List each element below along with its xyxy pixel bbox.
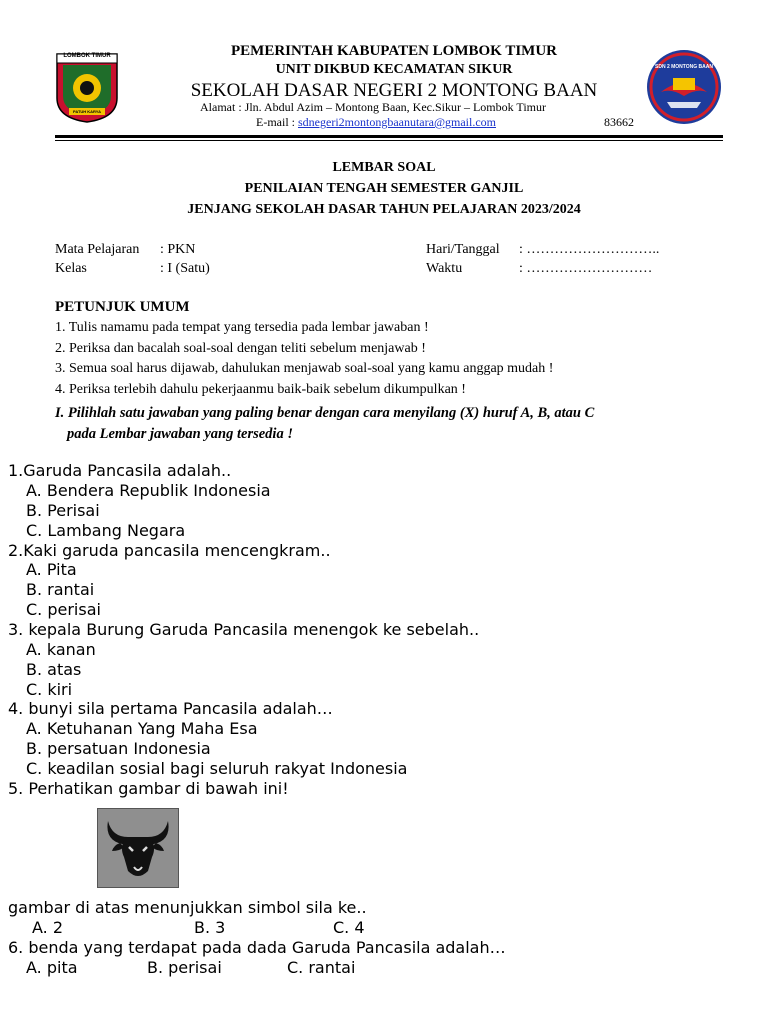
question-5-option-c: C. 4	[333, 918, 365, 937]
bull-head-image	[97, 808, 179, 888]
right-logo-text: SDN 2 MONTONG BAAN	[655, 64, 713, 70]
question-5: 5. Perhatikan gambar di bawah ini!	[8, 779, 289, 798]
header-unit: UNIT DIKBUD KECAMATAN SIKUR	[275, 62, 513, 77]
question-4-option-a: A. Ketuhanan Yang Maha Esa	[26, 719, 258, 738]
section-instruction-line2: pada Lembar jawaban yang tersedia !	[67, 426, 293, 442]
question-3-option-a: A. kanan	[26, 640, 96, 659]
instruction-item: 2. Periksa dan bacalah soal-soal dengan teliti sebelum menjawab !	[55, 341, 426, 356]
subject-label: Mata Pelajaran	[55, 242, 140, 257]
question-2-option-b: B. rantai	[26, 580, 95, 599]
question-5-option-a: A. 2	[32, 918, 64, 937]
day-label: Hari/Tanggal	[426, 242, 500, 257]
general-instructions-title: PETUNJUK UMUM	[55, 299, 190, 315]
question-2: 2.Kaki garuda pancasila mencengkram..	[8, 541, 331, 560]
question-5-option-b: B. 3	[194, 918, 226, 937]
class-value: : I (Satu)	[160, 261, 210, 276]
question-4-option-b: B. persatuan Indonesia	[26, 739, 211, 758]
left-logo-motto: PATUH KARYA	[72, 109, 101, 114]
question-3-option-b: B. atas	[26, 660, 82, 679]
question-1-option-b: B. Perisai	[26, 501, 100, 520]
class-label: Kelas	[55, 261, 87, 276]
question-6-option-c: C. rantai	[287, 958, 356, 977]
instruction-item: 1. Tulis namamu pada tempat yang tersedia pada lembar jawaban !	[55, 320, 429, 335]
doc-title: LEMBAR SOAL	[332, 160, 436, 175]
time-label: Waktu	[426, 261, 463, 276]
question-4-option-c: C. keadilan sosial bagi seluruh rakyat Indonesia	[26, 759, 408, 778]
question-1-option-c: C. Lambang Negara	[26, 521, 186, 540]
header-government: PEMERINTAH KABUPATEN LOMBOK TIMUR	[231, 43, 557, 59]
subject-value: : PKN	[160, 242, 196, 257]
question-6: 6. benda yang terdapat pada dada Garuda Pancasila adalah…	[8, 938, 506, 957]
header-email-row	[256, 115, 496, 130]
instruction-item: 4. Periksa terlebih dahulu pekerjaanmu baik-baik sebelum dikumpulkan !	[55, 382, 466, 397]
header-school-name: SEKOLAH DASAR NEGERI 2 MONTONG BAAN	[190, 80, 598, 101]
question-1-option-a: A. Bendera Republik Indonesia	[26, 481, 271, 500]
exam-level: JENJANG SEKOLAH DASAR TAHUN PELAJARAN 2023/2024	[187, 202, 581, 217]
header-address: Alamat : Jln. Abdul Azim – Montong Baan, Kec.Sikur – Lombok Timur	[200, 100, 546, 114]
question-3: 3. kepala Burung Garuda Pancasila menengok ke sebelah..	[8, 620, 480, 639]
question-2-option-a: A. Pita	[26, 560, 77, 579]
question-3-option-c: C. kiri	[26, 680, 73, 699]
day-value: : ………………………..	[519, 242, 660, 257]
section-instruction-line1: I. Pilihlah satu jawaban yang paling benar dengan cara menyilang (X) huruf A, B, atau C	[55, 405, 595, 421]
header-divider-thin	[55, 140, 723, 141]
question-1: 1.Garuda Pancasila adalah..	[8, 461, 232, 480]
question-5-followup: gambar di atas menunjukkan simbol sila ke..	[8, 898, 367, 917]
question-6-option-a: A. pita	[26, 958, 78, 977]
email-label: E-mail :	[256, 115, 298, 129]
time-value: : ………………………	[519, 261, 653, 276]
question-4: 4. bunyi sila pertama Pancasila adalah…	[8, 699, 333, 718]
section-instruction	[55, 403, 705, 445]
question-6-option-b: B. perisai	[147, 958, 222, 977]
instruction-item: 3. Semua soal harus dijawab, dahulukan menjawab soal-soal yang kamu anggap mudah !	[55, 361, 554, 376]
header-divider-thick	[55, 135, 723, 138]
email-link[interactable]: sdnegeri2montongbaanutara@gmail.com	[298, 115, 496, 129]
header-postal-code: 83662	[604, 115, 634, 129]
question-2-option-c: C. perisai	[26, 600, 101, 619]
exam-title: PENILAIAN TENGAH SEMESTER GANJIL	[244, 181, 524, 196]
left-logo-text: LOMBOK TIMUR	[63, 53, 111, 59]
